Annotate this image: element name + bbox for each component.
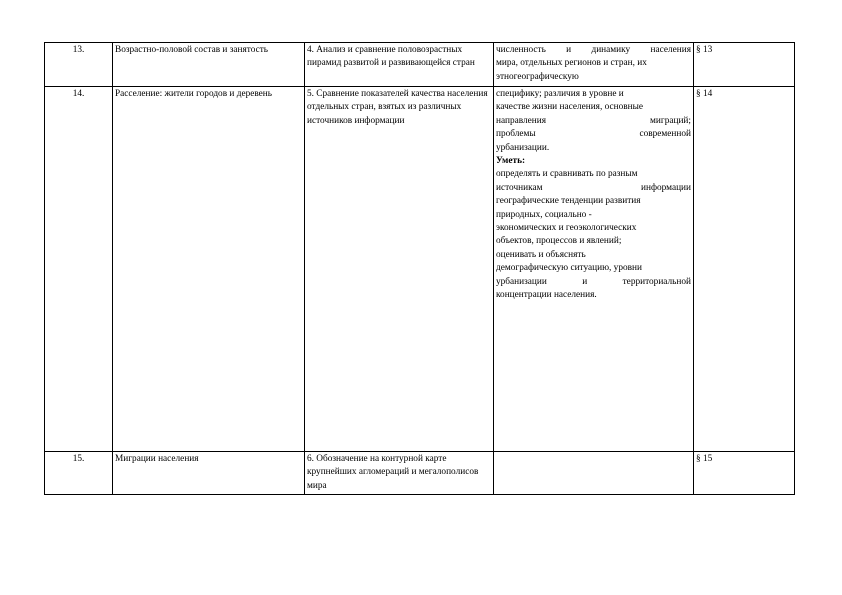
lesson-number: 14.	[45, 87, 113, 452]
requirements-line: качестве жизни населения, основные	[496, 102, 643, 113]
skills-line: демографическую ситуацию, уровни	[496, 263, 642, 274]
practical-work: 4. Анализ и сравнение половозрастных пирамид развитой и развивающейся стран	[305, 43, 494, 87]
textbook-paragraph: § 14	[694, 87, 795, 452]
requirements-line: проблемы современной	[496, 129, 691, 140]
skills-line: географические тенденции развития	[496, 196, 641, 207]
skills-line: оценивать и объяснять	[496, 249, 586, 260]
textbook-paragraph: § 15	[694, 452, 795, 495]
textbook-paragraph: § 13	[694, 43, 795, 87]
lesson-number: 13.	[45, 43, 113, 87]
table-row	[45, 87, 795, 452]
skills-line: экономических и геоэкологических	[496, 223, 637, 234]
requirements-line: этногеографическую	[496, 71, 579, 82]
requirements-cell	[494, 43, 694, 87]
skills-line: источникам информации	[496, 182, 691, 193]
lesson-topic: Миграции населения	[113, 452, 305, 495]
lesson-topic: Расселение: жители городов и деревень	[113, 87, 305, 452]
requirements-cell	[494, 87, 694, 452]
requirements-cell	[494, 452, 694, 495]
skills-line: определять и сравнивать по разным	[496, 169, 638, 180]
requirements-line: направления миграций;	[496, 115, 691, 126]
practical-work: 6. Обозначение на контурной карте крупнейших агломераций и мегалополисов мира	[305, 452, 494, 495]
skills-line: урбанизации и территориальной	[496, 276, 691, 287]
requirements-line: мира, отдельных регионов и стран, их	[496, 58, 647, 69]
skills-heading: Уметь:	[496, 156, 526, 167]
practical-work: 5. Сравнение показателей качества населения отдельных стран, взятых из различных источников информации	[305, 87, 494, 452]
requirements-line: специфику; различия в уровне и	[496, 89, 624, 99]
lesson-topic: Возрастно-половой состав и занятость	[113, 43, 305, 87]
skills-line: природных, социально -	[496, 209, 592, 220]
table-row	[45, 43, 795, 87]
skills-line: объектов, процессов и явлений;	[496, 236, 622, 247]
lesson-number: 15.	[45, 452, 113, 495]
skills-line: концентрации населения.	[496, 290, 597, 301]
requirements-line: урбанизации.	[496, 142, 550, 153]
requirements-line: численность и динамику населения	[496, 45, 691, 55]
lesson-plan-table	[44, 42, 795, 495]
table-row	[45, 452, 795, 495]
